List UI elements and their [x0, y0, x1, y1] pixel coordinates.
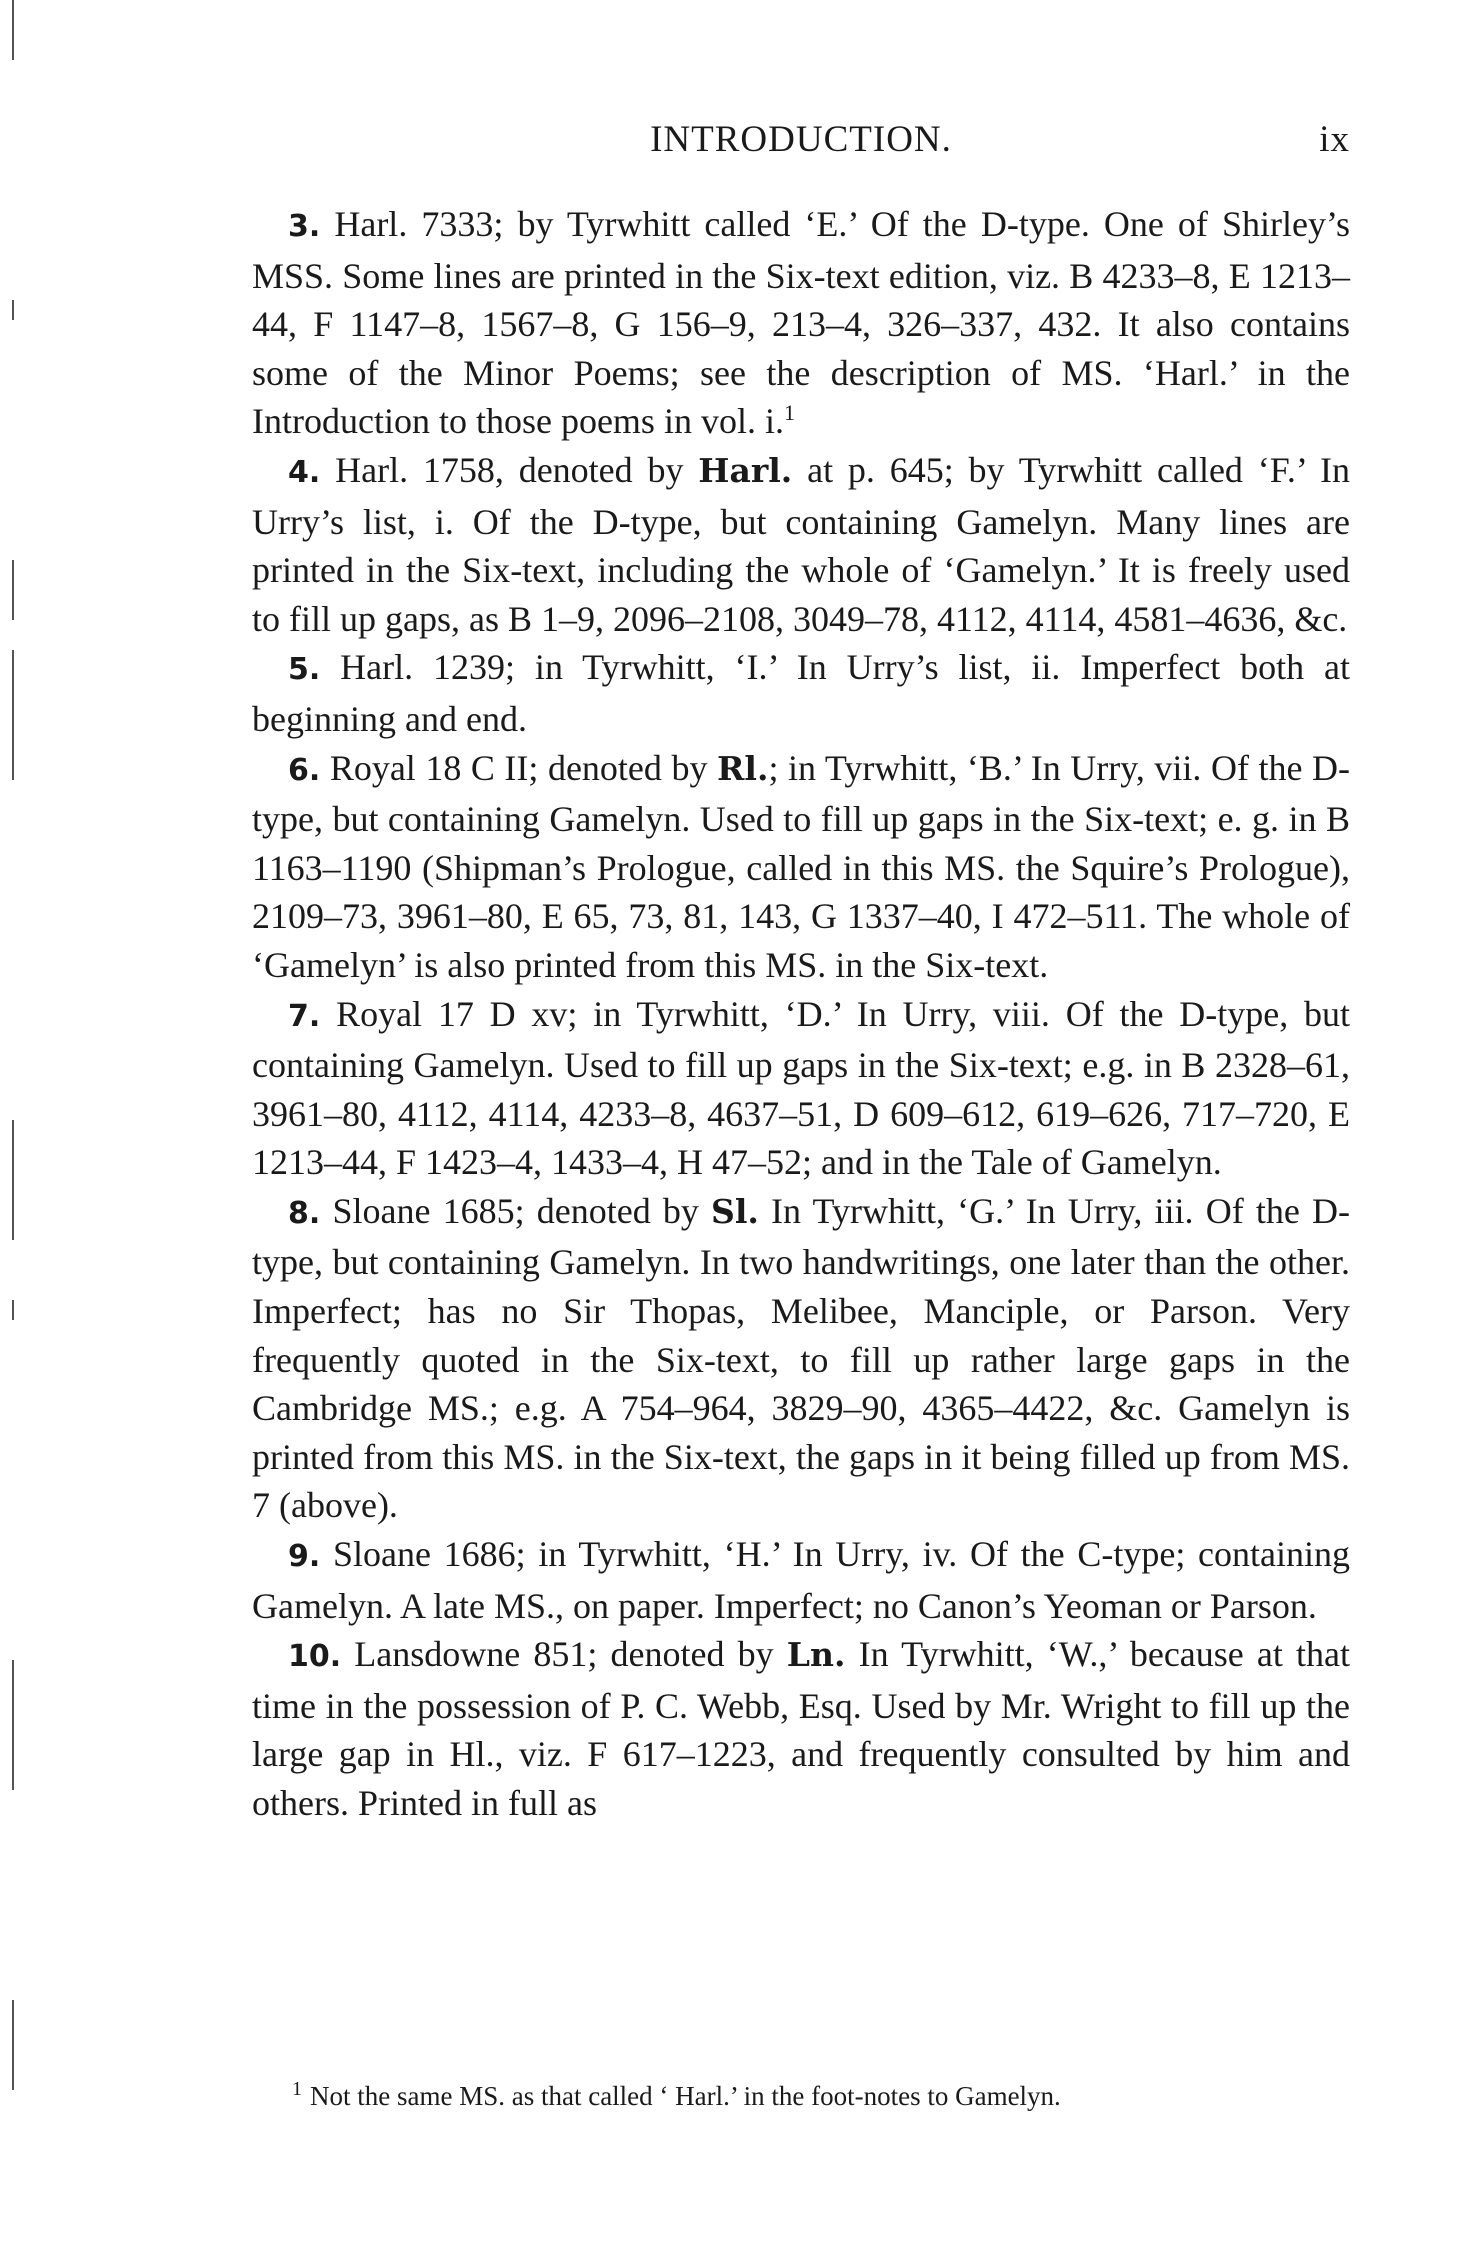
entry-number: 5.	[288, 652, 321, 688]
entry-sigil: Ln.	[786, 1635, 846, 1675]
entry-number: 6.	[288, 752, 321, 788]
entry-sigil: Harl.	[698, 450, 793, 490]
entry-6	[252, 744, 1350, 990]
entry-number: 10.	[288, 1639, 342, 1675]
entry-text: Lansdowne 851; denoted by	[341, 1634, 787, 1675]
footnote-mark: 1	[292, 2078, 302, 2100]
entry-text: Royal 18 C II; denoted by	[320, 747, 717, 788]
page-number: ix	[1319, 119, 1350, 160]
entry-number: 9.	[288, 1539, 321, 1575]
entry-text: Harl. 1239; in Tyrwhitt, ‘I.’ In Urry’s list, ii. Imperfect both at beginning and end.	[252, 647, 1350, 739]
running-title: INTRODUCTION.	[650, 119, 952, 160]
entry-number: 4.	[288, 454, 321, 490]
running-header	[252, 118, 1350, 178]
entry-sigil: Sl.	[711, 1191, 759, 1231]
entry-text: Harl. 7333; by Tyrwhitt called ‘E.’ Of the D-type. One of Shirley’s MSS. Some lines are printed in the Six-text edition, viz. B 4233–8, E 1213–44, F 1147–8, 1567–8, G 156–9, 213–4, 326–337, 432. It also contains some of the Minor Poems; see the description of MS. ‘Harl.’ in the Introduction to those poems in vol. i.	[252, 204, 1350, 442]
footnote	[252, 2078, 1350, 2114]
entry-text: Sloane 1686; in Tyrwhitt, ‘H.’ In Urry, iv. Of the C-type; containing Gamelyn. A late MS., on paper. Imperfect; no Canon’s Yeoman or Parson.	[252, 1534, 1350, 1626]
entry-10	[252, 1630, 1350, 1827]
entry-9	[252, 1530, 1350, 1630]
entry-8	[252, 1187, 1350, 1530]
entry-7	[252, 990, 1350, 1187]
entry-text-continued: ; in Tyrwhitt, ‘B.’ In Urry, vii. Of the D-type, but containing Gamelyn. Used to fill up gaps in the Six-text; e. g. in B 1163–1190 (Shipman’s Prologue, called in this MS. the Squire’s Prologue), 2109–73, 3961–80, E 65, 73, 81, 143, G 1337–40, I 472–511. The whole of ‘Gamelyn’ is also printed from this MS. in the Six-text.	[252, 747, 1350, 985]
scan-margin-marks	[0, 0, 40, 2260]
entry-number: 3.	[288, 209, 321, 244]
entry-text: Sloane 1685; denoted by	[320, 1190, 712, 1231]
entry-number: 8.	[288, 1195, 321, 1231]
entry-text-continued: In Tyrwhitt, ‘W.,’ because at that time in the possession of P. C. Webb, Esq. Used by Mr. Wright to fill up the large gap in Hl., viz. F 617–1223, and frequently consulted by him and others. Printed in full as	[252, 1634, 1351, 1823]
entry-sigil: Rl.	[716, 748, 769, 788]
entry-number: 7.	[288, 998, 321, 1034]
entry-text-continued: In Tyrwhitt, ‘G.’ In Urry, iii. Of the D-type, but containing Gamelyn. In two handwritings, one later than the other. Imperfect; has no Sir Thopas, Melibee, Manciple, or Parson. Very frequently quoted in the Six-text, to fill up rather large gaps in the Cambridge MS.; e.g. A 754–964, 3829–90, 4365–4422, &c. Gamelyn is printed from this MS. in the Six-text, the gaps in it being filled up from MS. 7 (above).	[252, 1190, 1350, 1526]
entry-4	[252, 446, 1350, 643]
entry-3	[252, 200, 1350, 446]
entry-text: Harl. 1758, denoted by	[320, 449, 699, 490]
page-body	[252, 200, 1350, 1828]
entry-text-continued: at p. 645; by Tyrwhitt called ‘F.’ In Urry’s list, i. Of the D-type, but containing Gamelyn. Many lines are printed in the Six-text, including the whole of ‘Gamelyn.’ It is freely used to fill up gaps, as B 1–9, 2096–2108, 3049–78, 4112, 4114, 4581–4636, &c.	[252, 449, 1350, 639]
entry-5	[252, 643, 1350, 743]
footnote-text: Not the same MS. as that called ‘ Harl.’ in the foot-notes to Gamelyn.	[310, 2081, 1061, 2111]
entry-text: Royal 17 D xv; in Tyrwhitt, ‘D.’ In Urry, viii. Of the D-type, but containing Gamelyn. Used to fill up gaps in the Six-text; e.g. in B 2328–61, 3961–80, 4112, 4114, 4233–8, 4637–51, D 609–612, 619–626, 717–720, E 1213–44, F 1423–4, 1433–4, H 47–52; and in the Tale of Gamelyn.	[252, 993, 1350, 1183]
footnote-reference: 1	[783, 400, 795, 426]
